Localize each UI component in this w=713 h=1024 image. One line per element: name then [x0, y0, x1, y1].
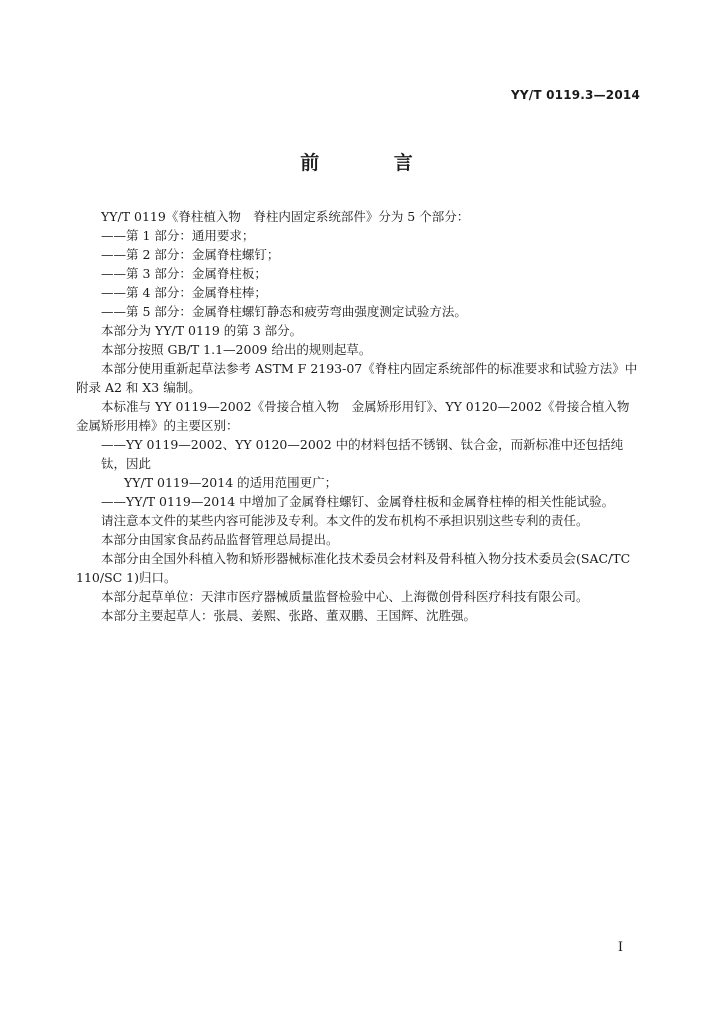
page-number: I: [617, 940, 623, 955]
paragraph-differences: 本标准与 YY 0119—2002《骨接合植入物 金属矫形用钉》、YY 0120—2002《骨接合植入物 金属矫形用棒》的主要区别：: [76, 399, 642, 433]
list-item-part-2: ——第 2 部分：金属脊柱螺钉；: [101, 247, 280, 262]
paragraph-patent-notice: 请注意本文件的某些内容可能涉及专利。本文件的发布机构不承担识别这些专利的责任。: [101, 513, 589, 528]
paragraph-drafting-units: 本部分起草单位：天津市医疗器械质量监督检验中心、上海微创骨科医疗科技有限公司。: [101, 589, 589, 604]
paragraph-proposed-by: 本部分由国家食品药品监督管理总局提出。: [101, 532, 339, 547]
list-item-part-1: ——第 1 部分：通用要求；: [101, 228, 255, 243]
list-item-difference-1: ——YY 0119—2002、YY 0120—2002 中的材料包括不锈钢、钛合金，而新标准中还包括纯钛，因此: [101, 437, 624, 471]
list-item-part-3: ——第 3 部分：金属脊柱板；: [101, 266, 267, 281]
list-item-difference-1-cont: YY/T 0119—2014 的适用范围更广；: [124, 475, 338, 490]
paragraph-drafting-rules: 本部分按照 GB/T 1.1—2009 给出的规则起草。: [101, 342, 372, 357]
list-item-difference-2: ——YY/T 0119—2014 中增加了金属脊柱螺钉、金属脊柱板和金属脊柱棒的相关性能试验。: [101, 494, 615, 509]
paragraph-intro: YY/T 0119《脊柱植入物 脊柱内固定系统部件》分为 5 个部分：: [101, 209, 470, 224]
list-item-part-5: ——第 5 部分：金属脊柱螺钉静态和疲劳弯曲强度测定试验方法。: [101, 304, 467, 319]
list-item-part-4: ——第 4 部分：金属脊柱棒；: [101, 285, 267, 300]
standard-code: YY/T 0119.3—2014: [510, 88, 640, 102]
foreword-body: [76, 207, 640, 625]
paragraph-part-statement: 本部分为 YY/T 0119 的第 3 部分。: [101, 323, 303, 338]
paragraph-technical-committee: 本部分由全国外科植入物和矫形器械标准化技术委员会材料及骨科植入物分技术委员会(SAC/TC 110/SC 1)归口。: [76, 551, 631, 585]
paragraph-drafters: 本部分主要起草人：张晨、姜熙、张路、董双鹏、王国辉、沈胜强。: [101, 608, 477, 623]
page-title: 前 言: [300, 152, 447, 174]
paragraph-reference: 本部分使用重新起草法参考 ASTM F 2193-07《脊柱内固定系统部件的标准要求和试验方法》中附录 A2 和 X3 编制。: [76, 361, 638, 395]
